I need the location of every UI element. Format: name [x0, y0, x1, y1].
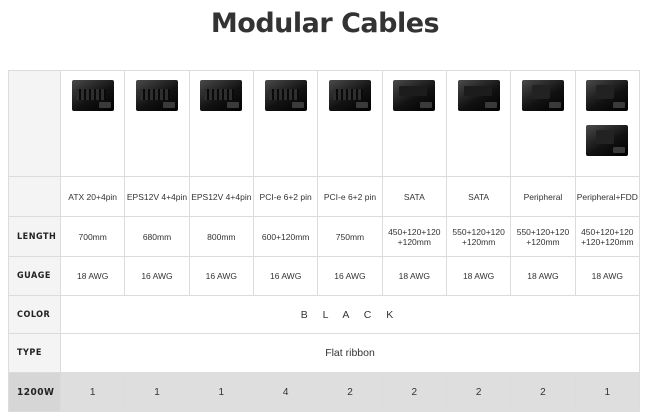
cable-gauge: 18 AWG	[511, 257, 575, 296]
cable-length: 450+120+120 +120mm	[382, 217, 446, 257]
eps-cable-image	[200, 80, 242, 111]
cable-length: 800mm	[189, 217, 253, 257]
atx-cable-image	[72, 80, 114, 111]
pcie-cable-image	[329, 80, 371, 111]
cable-name: Peripheral	[511, 177, 575, 217]
cable-gauge: 18 AWG	[61, 257, 125, 296]
cable-gauge: 16 AWG	[125, 257, 189, 296]
color-value: B L A C K	[61, 296, 640, 334]
cable-image-cell	[189, 71, 253, 177]
cable-gauge: 16 AWG	[253, 257, 317, 296]
cable-quantity: 2	[382, 373, 446, 412]
row-header-empty	[9, 71, 61, 177]
cable-quantity: 4	[253, 373, 317, 412]
peripheral-cable-image	[586, 80, 628, 111]
cable-length: 700mm	[61, 217, 125, 257]
row-header-wattage: 1200W	[9, 373, 61, 412]
cable-name: ATX 20+4pin	[61, 177, 125, 217]
cable-length: 750mm	[318, 217, 382, 257]
cable-name: Peripheral+FDD	[575, 177, 639, 217]
cable-image-cell	[61, 71, 125, 177]
cable-gauge: 18 AWG	[382, 257, 446, 296]
image-row	[9, 71, 640, 177]
color-row	[9, 296, 640, 334]
cable-quantity: 2	[511, 373, 575, 412]
peripheral-cable-image	[522, 80, 564, 111]
cable-image-cell	[125, 71, 189, 177]
cable-quantity: 2	[318, 373, 382, 412]
cable-name: SATA	[382, 177, 446, 217]
cable-gauge: 18 AWG	[446, 257, 510, 296]
cable-image-cell	[382, 71, 446, 177]
row-header-gauge: GUAGE	[9, 257, 61, 296]
row-header-color: COLOR	[9, 296, 61, 334]
cable-gauge: 18 AWG	[575, 257, 639, 296]
cable-image-cell	[575, 71, 639, 177]
cable-name: PCI-e 6+2 pin	[318, 177, 382, 217]
sata-cable-image	[393, 80, 435, 111]
row-header-empty	[9, 177, 61, 217]
length-row	[9, 217, 640, 257]
cable-image-cell	[253, 71, 317, 177]
cable-length: 550+120+120 +120mm	[446, 217, 510, 257]
wattage-row	[9, 373, 640, 412]
sata-cable-image	[458, 80, 500, 111]
cable-length: 550+120+120 +120mm	[511, 217, 575, 257]
row-header-type: TYPE	[9, 334, 61, 373]
page-title: Modular Cables	[210, 8, 440, 39]
gauge-row	[9, 257, 640, 296]
type-value: Flat ribbon	[61, 334, 640, 373]
cable-length: 680mm	[125, 217, 189, 257]
name-row	[9, 177, 640, 217]
cable-name: PCI-e 6+2 pin	[253, 177, 317, 217]
cable-length: 600+120mm	[253, 217, 317, 257]
cable-name: EPS12V 4+4pin	[125, 177, 189, 217]
cable-spec-table	[8, 70, 640, 412]
cable-name: SATA	[446, 177, 510, 217]
pcie-cable-image	[265, 80, 307, 111]
cable-gauge: 16 AWG	[189, 257, 253, 296]
row-header-length: LENGTH	[9, 217, 61, 257]
cable-length: 450+120+120 +120+120mm	[575, 217, 639, 257]
cable-quantity: 1	[189, 373, 253, 412]
cable-quantity: 1	[125, 373, 189, 412]
cable-quantity: 1	[61, 373, 125, 412]
type-row	[9, 334, 640, 373]
cable-image-cell	[318, 71, 382, 177]
cable-gauge: 16 AWG	[318, 257, 382, 296]
fdd-cable-image	[586, 125, 628, 156]
cable-quantity: 2	[446, 373, 510, 412]
cable-image-cell	[446, 71, 510, 177]
eps-cable-image	[136, 80, 178, 111]
cable-name: EPS12V 4+4pin	[189, 177, 253, 217]
cable-image-cell	[511, 71, 575, 177]
cable-quantity: 1	[575, 373, 639, 412]
